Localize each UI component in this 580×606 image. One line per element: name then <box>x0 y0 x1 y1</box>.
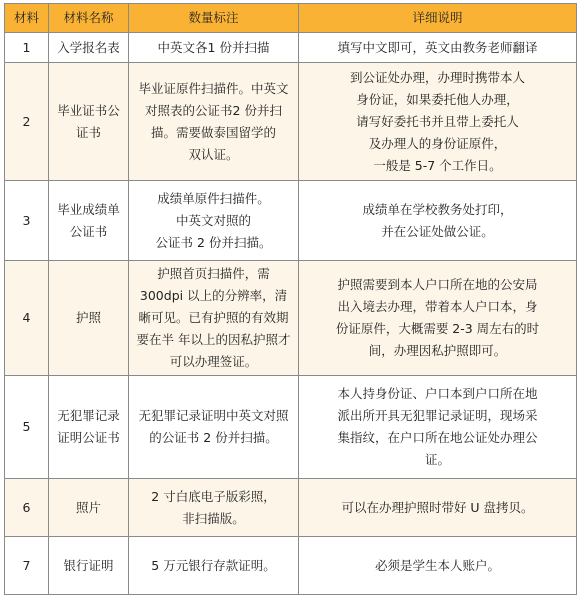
cell-quantity: 5 万元银行存款证明。 <box>129 537 299 595</box>
cell-description: 到公证处办理，办理时携带本人 身份证，如果委托他人办理， 请写好委托书并且带上委托人 及办理人的身份证原件， 一般是 5-7 个工作日。 <box>299 63 577 181</box>
table-row <box>5 181 577 261</box>
cell-quantity: 无犯罪记录证明中英文对照 的公证书 2 份并扫描。 <box>129 376 299 479</box>
table-row <box>5 63 577 181</box>
cell-description: 填写中文即可，英文由教务老师翻译 <box>299 33 577 63</box>
cell-no: 6 <box>5 479 49 537</box>
cell-description: 可以在办理护照时带好 U 盘拷贝。 <box>299 479 577 537</box>
table-row <box>5 261 577 376</box>
cell-quantity: 2 寸白底电子版彩照， 非扫描版。 <box>129 479 299 537</box>
cell-description: 护照需要到本人户口所在地的公安局 出入境去办理，带着本人户口本，身 份证原件，大概需要 2-3 周左右的时 间，办理因私护照即可。 <box>299 261 577 376</box>
table-header-row <box>5 4 577 33</box>
header-quantity: 数量标注 <box>129 4 299 33</box>
cell-quantity: 护照首页扫描件，需 300dpi 以上的分辨率，清 晰可见。已有护照的有效期 要在半 年以上的因私护照才 可以办理签证。 <box>129 261 299 376</box>
cell-name: 毕业成绩单 公证书 <box>49 181 129 261</box>
materials-table <box>4 3 577 595</box>
cell-no: 1 <box>5 33 49 63</box>
cell-no: 5 <box>5 376 49 479</box>
cell-description: 成绩单在学校教务处打印， 并在公证处做公证。 <box>299 181 577 261</box>
cell-description: 本人持身份证、户口本到户口所在地 派出所开具无犯罪记录证明，现场采 集指纹，在户口所在地公证处办理公 证。 <box>299 376 577 479</box>
header-material-no: 材料 <box>5 4 49 33</box>
cell-name: 照片 <box>49 479 129 537</box>
cell-name: 无犯罪记录 证明公证书 <box>49 376 129 479</box>
table-row <box>5 537 577 595</box>
header-description: 详细说明 <box>299 4 577 33</box>
cell-quantity: 毕业证原件扫描件。中英文 对照表的公证书2 份并扫 描。需要做泰国留学的 双认证。 <box>129 63 299 181</box>
table-row <box>5 376 577 479</box>
table-row <box>5 479 577 537</box>
cell-quantity: 成绩单原件扫描件。 中英文对照的 公证书 2 份并扫描。 <box>129 181 299 261</box>
cell-no: 4 <box>5 261 49 376</box>
cell-name: 护照 <box>49 261 129 376</box>
cell-description: 必须是学生本人账户。 <box>299 537 577 595</box>
cell-no: 7 <box>5 537 49 595</box>
cell-name: 入学报名表 <box>49 33 129 63</box>
cell-quantity: 中英文各1 份并扫描 <box>129 33 299 63</box>
cell-no: 3 <box>5 181 49 261</box>
table-row <box>5 33 577 63</box>
cell-name: 毕业证书公 证书 <box>49 63 129 181</box>
cell-no: 2 <box>5 63 49 181</box>
cell-name: 银行证明 <box>49 537 129 595</box>
header-material-name: 材料名称 <box>49 4 129 33</box>
